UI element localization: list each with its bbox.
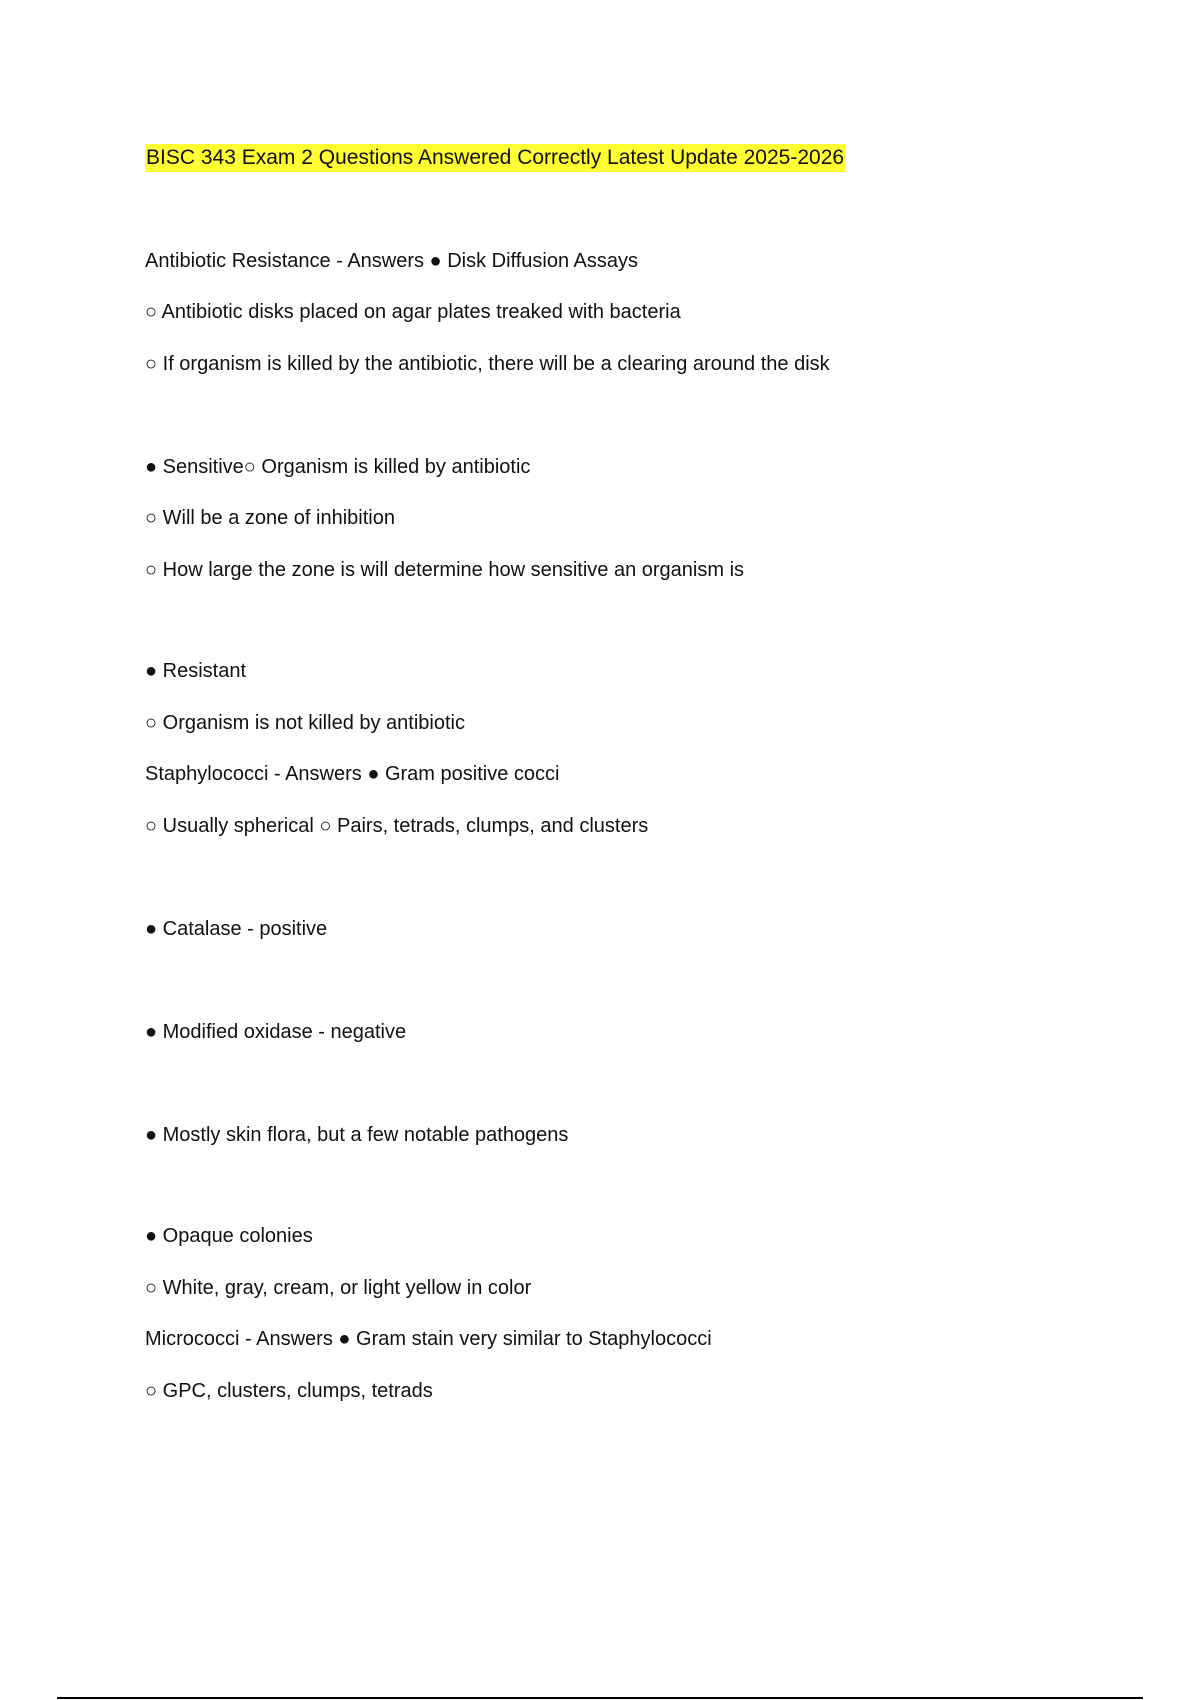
text-line-usually-spherical: ○ Usually spherical ○ Pairs, tetrads, clumps, and clusters — [145, 815, 649, 837]
text-line-zone-size: ○ How large the zone is will determine how sensitive an organism is — [145, 559, 745, 581]
text-line-opaque-colonies: ● Opaque colonies — [145, 1225, 313, 1247]
text-line-not-killed: ○ Organism is not killed by antibiotic — [145, 712, 465, 734]
text-line-catalase: ● Catalase - positive — [145, 918, 328, 940]
text-line-antibiotic-resistance: Antibiotic Resistance - Answers ● Disk Diffusion Assays — [145, 250, 639, 272]
text-line-colony-colors: ○ White, gray, cream, or light yellow in color — [145, 1277, 532, 1299]
text-line-sensitive: ● Sensitive○ Organism is killed by antibiotic — [145, 456, 531, 478]
text-line-micrococci: Micrococci - Answers ● Gram stain very similar to Staphylococci — [145, 1328, 712, 1350]
text-line-modified-oxidase: ● Modified oxidase - negative — [145, 1021, 407, 1043]
footer-divider — [57, 1697, 1143, 1699]
text-line-skin-flora: ● Mostly skin flora, but a few notable pathogens — [145, 1124, 569, 1146]
text-line-clearing-around-disk: ○ If organism is killed by the antibiotic, there will be a clearing around the disk — [145, 353, 830, 375]
document-title: BISC 343 Exam 2 Questions Answered Correctly Latest Update 2025-2026 — [145, 144, 845, 172]
text-line-staphylococci: Staphylococci - Answers ● Gram positive cocci — [145, 763, 560, 785]
text-line-zone-of-inhibition: ○ Will be a zone of inhibition — [145, 507, 395, 529]
text-line-resistant: ● Resistant — [145, 660, 247, 682]
text-line-gpc-clusters: ○ GPC, clusters, clumps, tetrads — [145, 1380, 433, 1402]
text-line-antibiotic-disks: ○ Antibiotic disks placed on agar plates treaked with bacteria — [145, 301, 681, 323]
